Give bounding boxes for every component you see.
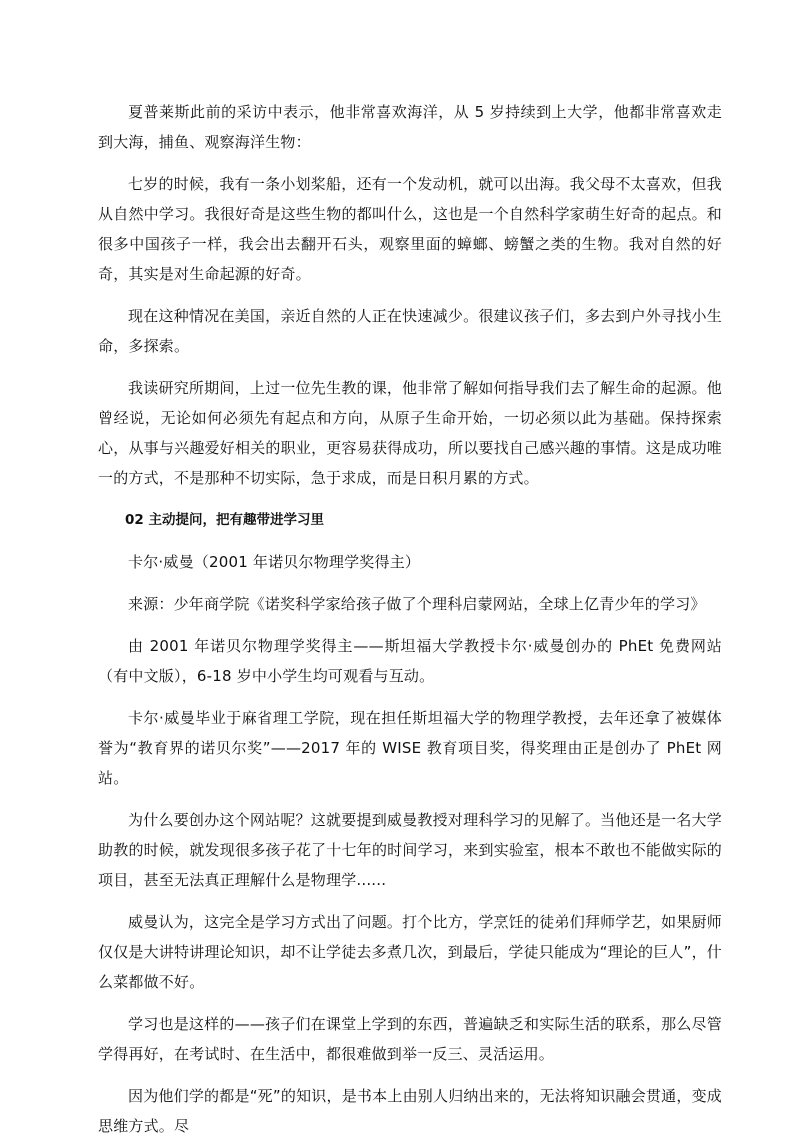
paragraph-wieman-bio: 卡尔·威曼毕业于麻省理工学院，现在担任斯坦福大学的物理学教授，去年还拿了被媒体誉为“教育界的诺贝尔奖”——2017 年的 WISE 教育项目奖，得奖理由正是创办了 PhEt 网站。 — [98, 709, 722, 787]
document-body — [98, 97, 722, 1141]
paragraph-classroom-gap: 学习也是这样的——孩子们在课堂上学到的东西，普遍缺乏和实际生活的联系，那么尽管学得再好，在考试时、在生活中，都很难做到举一反三、灵活运用。 — [98, 1015, 722, 1063]
paragraph-learning-method: 威曼认为，这完全是学习方式出了问题。打个比方，学烹饪的徒弟们拜师学艺，如果厨师仅仅是大讲特讲理论知识，却不让学徒去多煮几次，到最后，学徒只能成为“理论的巨人”，什么菜都做不好。 — [98, 913, 722, 991]
section-heading: 02 主动提问，把有趣带进学习里 — [125, 512, 324, 528]
paragraph-sharpless-interview: 夏普莱斯此前的采访中表示，他非常喜欢海洋，从 5 岁持续到上大学，他都非常喜欢走到大海，捕鱼、观察海洋生物： — [98, 103, 722, 151]
paragraph-wieman-name: 卡尔·威曼（2001 年诺贝尔物理学奖得主） — [128, 553, 421, 571]
paragraph-childhood-quote: 七岁的时候，我有一条小划桨船，还有一个发动机，就可以出海。我父母不太喜欢，但我从自然中学习。我很好奇是这些生物的都叫什么，这也是一个自然科学家萌生好奇的起点。和很多中国孩子一样，我会出去翻开石头，观察里面的蟑螂、螃蟹之类的生物。我对自然的好奇，其实是对生命起源的好奇。 — [98, 175, 722, 283]
paragraph-phet-intro: 由 2001 年诺贝尔物理学奖得主——斯坦福大学教授卡尔·威曼创办的 PhEt 免费网站（有中文版），6-18 岁中小学生均可观看与互动。 — [98, 637, 722, 685]
paragraph-dead-knowledge: 因为他们学的都是“死”的知识，是书本上由别人归纳出来的，无法将知识融会贯通，变成思维方式。尽 — [98, 1087, 722, 1135]
paragraph-source: 来源：少年商学院《诺奖科学家给孩子做了个理科启蒙网站，全球上亿青少年的学习》 — [128, 595, 706, 613]
paragraph-graduate-study: 我读研究所期间，上过一位先生教的课，他非常了解如何指导我们去了解生命的起源。他曾经说，无论如何必须先有起点和方向，从原子生命开始，一切必须以此为基础。保持探索心，从事与兴趣爱好相关的职业，更容易获得成功，所以要找自己感兴趣的事情。这是成功唯一的方式，不是那种不切实际，急于求成，而是日积月累的方式。 — [98, 379, 722, 487]
paragraph-nature-decline: 现在这种情况在美国，亲近自然的人正在快速减少。很建议孩子们，多去到户外寻找小生命，多探索。 — [98, 307, 722, 355]
paragraph-why-website: 为什么要创办这个网站呢？这就要提到威曼教授对理科学习的见解了。当他还是一名大学助教的时候，就发现很多孩子花了十七年的时间学习，来到实验室，根本不敢也不能做实际的项目，甚至无法真正理解什么是物理学...... — [98, 811, 722, 889]
